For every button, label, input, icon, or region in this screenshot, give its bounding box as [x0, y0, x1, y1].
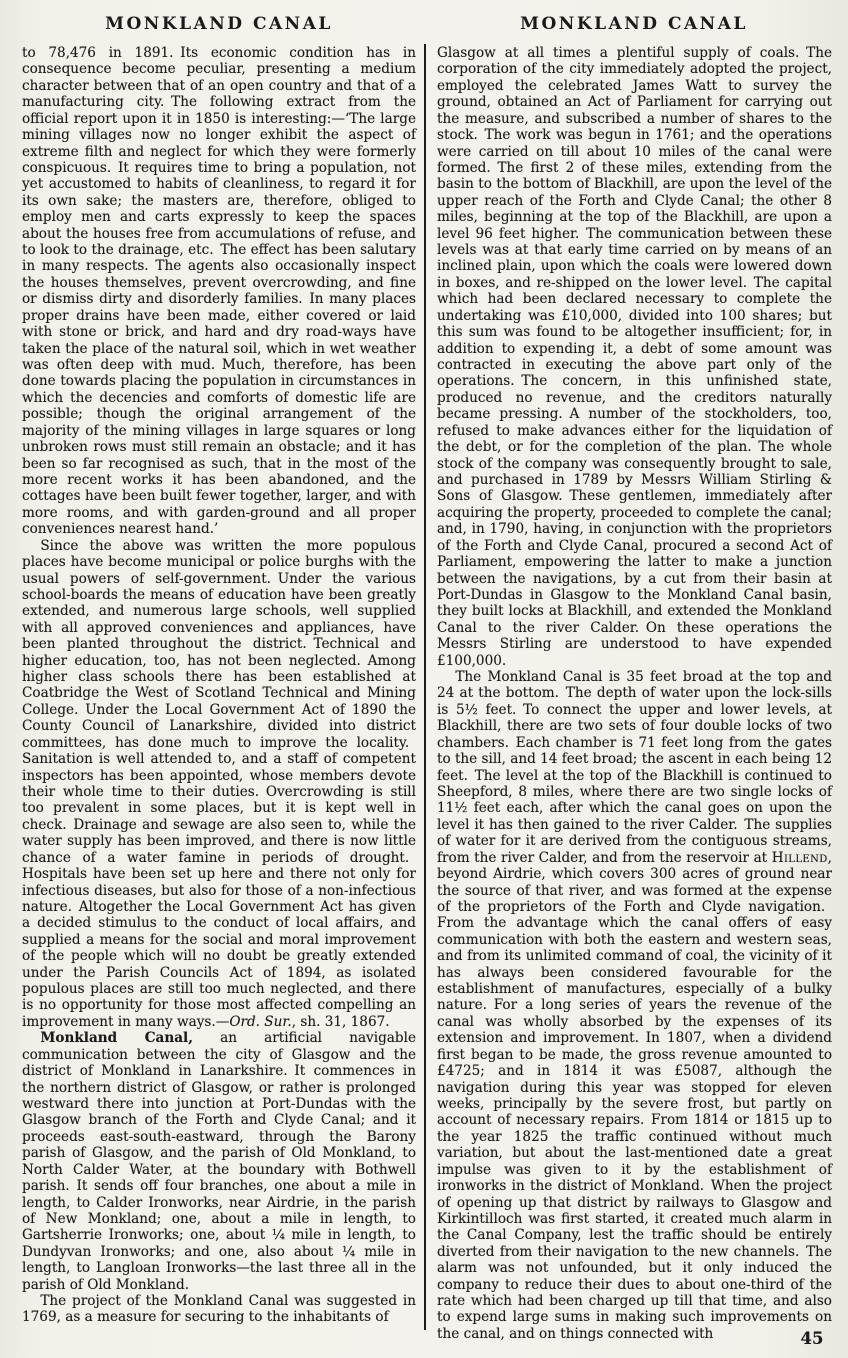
paragraph: Monkland Canal, an artificial navigable communication between the city of Glasgow and the district of Monkland in Lanarkshire. It commences in the northern district of Glasgow, or rather is prolonged westward there into junction at Port-Dundas with the Glasgow branch of the Forth and Clyde Canal; and it proceeds east-south-eastward, through the Barony parish of Glasgow, and the parish of Old Monkland, to North Calder Water, at the boundary with Bothwell parish. It sends off four branches, one about a mile in length, to Calder Ironworks, near Airdrie, in the parish of New Monkland; one, about a mile in length, to Gartsherrie Ironworks; one, about ¼ mile in length, to Dundyvan Ironworks; and one, also about ¼ mile in length, to Langloan Ironworks—the last three all in the parish of Old Monkland. [22, 1030, 416, 1293]
column-divider [424, 44, 426, 1330]
text-column-left [22, 45, 416, 1326]
column-header-right: MONKLAND CANAL [520, 14, 748, 34]
column-header-left: MONKLAND CANAL [105, 14, 333, 34]
paragraph: The Monkland Canal is 35 feet broad at the top and 24 at the bottom. The depth of water upon the lock-sills is 5½ feet. To connect the upper and lower levels, at Blackhill, there are two sets of four double locks of two chambers. Each chamber is 71 feet long from the gates to the sill, and 14 feet broad; the ascent in each being 12 feet. The level at the top of the Blackhill is continued to Sheepford, 8 miles, where there are two single locks of 11½ feet each, after which the canal goes on upon the level it has then gained to the river Calder. The supplies of water for it are derived from the contiguous streams, from the river Calder, and from the reservoir at Hillend, beyond Airdrie, which covers 300 acres of ground near the source of that river, and was formed at the expense of the proprietors of the Forth and Clyde navigation. From the advantage which the canal offers of easy communication with both the eastern and western seas, and from its unlimited command of coal, the vicinity of it has always been considered favourable for the establishment of manufactures, especially of a bulky nature. For a long series of years the revenue of the canal was wholly absorbed by the expenses of its extension and improvement. In 1807, when a dividend first began to be made, the gross revenue amounted to £4725; and in 1814 it was £5087, although the navigation during this year was stopped for eleven weeks, principally by the severe frost, but partly on account of necessary repairs. From 1814 or 1815 up to the year 1825 the traffic continued without much variation, but about the last-mentioned date a great impulse was given to it by the establishment of ironworks in the district of Monkland. When the project of opening up that district by railways to Glasgow and Kirkintilloch was first started, it created much alarm in the Canal Company, lest the traffic should be entirely diverted from their navigation to the new channels. The alarm was not unfounded, but it only induced the company to reduce their dues to about one-third of the rate which had been charged up till that time, and also to expend large sums in making such improvements on the canal, and on things connected with [437, 669, 833, 1342]
paragraph: The project of the Monkland Canal was suggested in 1769, as a measure for securing to the inhabitants of [22, 1293, 416, 1326]
paragraph: to 78,476 in 1891. Its economic condition has in consequence become peculiar, presenting a medium character between that of an open country and that of a manufacturing city. The following extract from the official report upon it in 1850 is interesting:—‘The large mining villages now no longer exhibit the aspect of extreme filth and neglect for which they were formerly conspicuous. It requires time to bring a population, not yet accustomed to habits of cleanliness, to regard it for its own sake; the masters are, therefore, obliged to employ men and carts expressly to keep the spaces about the houses free from accumulations of refuse, and to look to the drainage, etc. The effect has been salutary in many respects. The agents also occasionally inspect the houses themselves, prevent overcrowding, and fine or dismiss dirty and disorderly families. In many places proper drains have been made, either covered or laid with stone or brick, and hard and dry road-ways have taken the place of the natural soil, which in wet weather was often deep with mud. Much, therefore, has been done towards placing the population in circumstances in which the decencies and comforts of domestic life are possible; though the original arrangement of the majority of the mining villages in large squares or long unbroken rows must still remain an obstacle; and it has been so far recognised as such, that in the most of the more recent works it has been abandoned, and the cottages have been built fewer together, larger, and with more rooms, and with garden-ground and all proper conveniences nearest hand.’ [22, 45, 416, 538]
paragraph: Since the above was written the more populous places have become municipal or police burghs with the usual powers of self-government. Under the various school-boards the means of education have been greatly extended, and numerous large schools, well supplied with all approved conveniences and appliances, have been planted throughout the district. Technical and higher education, too, has not been neglected. Among higher class schools there has been established at Coatbridge the West of Scotland Technical and Mining College. Under the Local Government Act of 1890 the County Council of Lanarkshire, divided into district committees, has done much to improve the locality. Sanitation is well attended to, and a staff of competent inspectors has been appointed, whose members devote their whole time to their duties. Overcrowding is still too prevalent in some places, but it is kept well in check. Drainage and sewage are also seen to, while the water supply has been improved, and there is now little chance of a water famine in periods of drought. Hospitals have been set up here and there not only for infectious diseases, but also for those of a non-infectious nature. Altogether the Local Government Act has given a decided stimulus to the conduct of local affairs, and supplied a means for the social and moral improvement of the people which will no doubt be greatly extended under the Parish Councils Act of 1894, as isolated populous places are still too much neglected, and there is no opportunity for those most affected compelling an improvement in many ways.—Ord. Sur., sh. 31, 1867. [22, 537, 416, 1030]
text-column-right [437, 45, 832, 1342]
page-number: 45 [800, 1329, 824, 1348]
paragraph: Glasgow at all times a plentiful supply of coals. The corporation of the city immediately adopted the project, employed the celebrated James Watt to survey the ground, obtained an Act of Parliament for carrying out the measure, and subscribed a number of shares to the stock. The work was begun in 1761; and the operations were carried on till about 10 miles of the canal were formed. The first 2 of these miles, extending from the basin to the bottom of Blackhill, are upon the level of the upper reach of the Forth and Clyde Canal; the other 8 miles, beginning at the top of the Blackhill, are upon a level 96 feet higher. The communication between these levels was at that early time carried on by means of an inclined plain, upon which the coals were lowered down in boxes, and re-shipped on the lower level. The capital which had been declared necessary to complete the undertaking was £10,000, divided into 100 shares; but this sum was found to be altogether insufficient; for, in addition to expending it, a debt of some amount was contracted in executing the above part only of the operations. The concern, in this unfinished state, produced no revenue, and the creditors naturally became pressing. A number of the stockholders, too, refused to make advances either for the liquidation of the debt, or for the completion of the plan. The whole stock of the company was consequently brought to sale, and purchased in 1789 by Messrs William Stirling & Sons of Glasgow. These gentlemen, immediately after acquiring the property, proceeded to complete the canal; and, in 1790, having, in conjunction with the proprietors of the Forth and Clyde Canal, procured a second Act of Parliament, empowering the latter to make a junction between the navigations, by a cut from their basin at Port-Dundas in Glasgow to the Monkland Canal basin, they built locks at Blackhill, and extended the Monkland Canal to the river Calder. On these operations the Messrs Stirling are understood to have expended £100,000. [437, 45, 832, 669]
